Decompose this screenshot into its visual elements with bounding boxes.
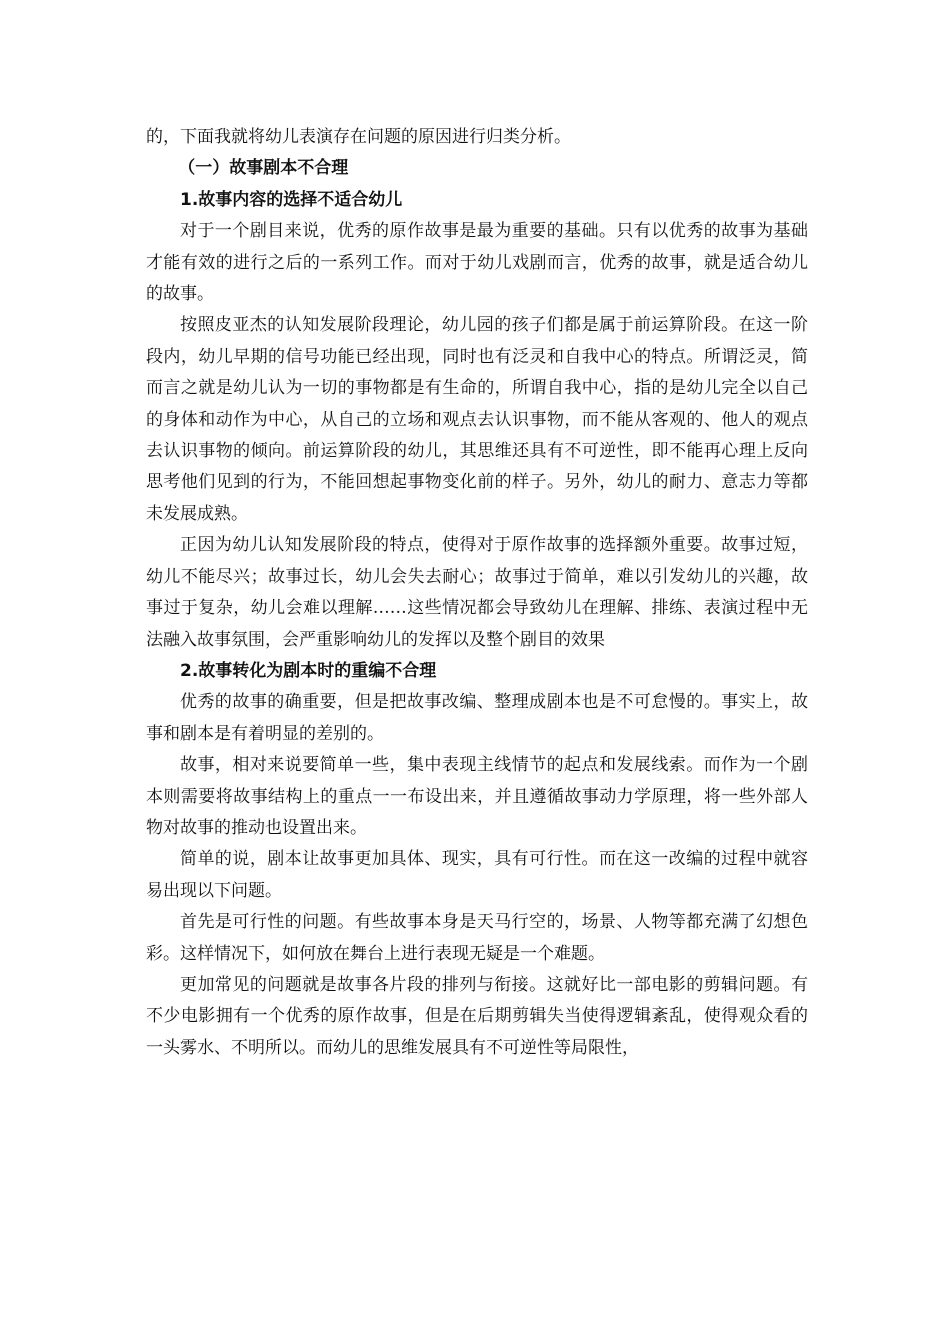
paragraph: 对于一个剧目来说，优秀的原作故事是最为重要的基础。只有以优秀的故事为基础才能有效的进行之后的一系列工作。而对于幼儿戏剧而言，优秀的故事，就是适合幼儿的故事。 [146,221,808,305]
section-heading: （一）故事剧本不合理 [178,158,349,179]
subheading-2: 2.故事转化为剧本时的重编不合理 [180,660,437,681]
paragraph: 按照皮亚杰的认知发展阶段理论，幼儿园的孩子们都是属于前运算阶段。在这一阶段内，幼儿早期的信号功能已经出现，同时也有泛灵和自我中心的特点。所谓泛灵，简而言之就是幼儿认为一切的事物都是有生命的，所谓自我中心，指的是幼儿完全以自己的身体和动作为中心，从自己的立场和观点去认识事物，而不能从客观的、他人的观点去认识事物的倾向。前运算阶段的幼儿，其思维还具有不可逆性，即不能再心理上反向思考他们见到的行为，不能回想起事物变化前的样子。另外，幼儿的耐力、意志力等都未发展成熟。 [146,315,808,524]
subheading-1: 1.故事内容的选择不适合幼儿 [180,189,403,210]
paragraph: 首先是可行性的问题。有些故事本身是天马行空的，场景、人物等都充满了幻想色彩。这样情况下，如何放在舞台上进行表现无疑是一个难题。 [146,912,808,964]
paragraph-continuation: 的，下面我就将幼儿表演存在问题的原因进行归类分析。 [146,127,571,147]
paragraph: 正因为幼儿认知发展阶段的特点，使得对于原作故事的选择额外重要。故事过短，幼儿不能尽兴；故事过长，幼儿会失去耐心；故事过于简单，难以引发幼儿的兴趣，故事过于复杂，幼儿会难以理解……这些情况都会导致幼儿在理解、排练、表演过程中无法融入故事氛围，会严重影响幼儿的发挥以及整个剧目的效果 [146,535,808,650]
paragraph: 优秀的故事的确重要，但是把故事改编、整理成剧本也是不可怠慢的。事实上，故事和剧本是有着明显的差别的。 [146,692,808,744]
paragraph: 简单的说，剧本让故事更加具体、现实，具有可行性。而在这一改编的过程中就容易出现以下问题。 [146,849,808,901]
paragraph: 更加常见的问题就是故事各片段的排列与衔接。这就好比一部电影的剪辑问题。有不少电影拥有一个优秀的原作故事，但是在后期剪辑失当使得逻辑紊乱，使得观众看的一头雾水、不明所以。而幼儿的思维发展具有不可逆性等局限性， [146,974,808,1058]
document-body [146,122,808,1064]
paragraph: 故事，相对来说要简单一些，集中表现主线情节的起点和发展线索。而作为一个剧本则需要将故事结构上的重点一一布设出来，并且遵循故事动力学原理，将一些外部人物对故事的推动也设置出来。 [146,755,808,838]
